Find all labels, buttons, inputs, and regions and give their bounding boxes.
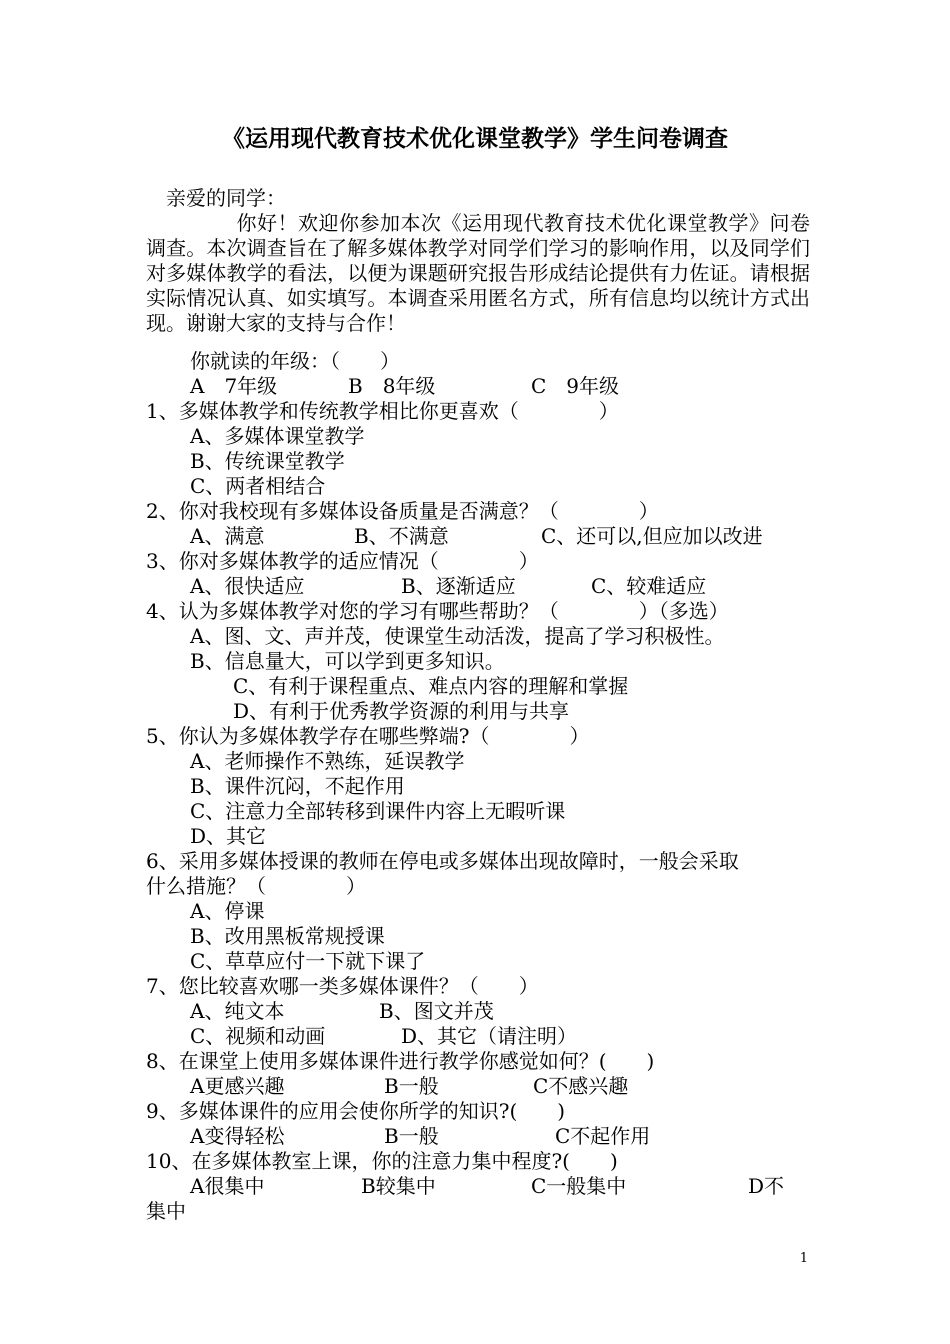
grade-option-c[interactable]: C 9年级 [531, 374, 620, 398]
q6-option-b[interactable]: B、改用黑板常规授课 [190, 924, 385, 948]
q10-option-d-wrap: 集中 [146, 1199, 186, 1223]
q9-option-a[interactable]: A变得轻松 [190, 1124, 285, 1148]
q5-option-c[interactable]: C、注意力全部转移到课件内容上无暇听课 [190, 799, 566, 823]
q4-option-a[interactable]: A、图、文、声并茂，使课堂生动活泼，提高了学习积极性。 [190, 624, 725, 648]
question-10: 10、在多媒体教室上课，你的注意力集中程度?( ) [146, 1149, 618, 1173]
q2-option-a[interactable]: A、满意 [190, 524, 265, 548]
grade-option-a[interactable]: A 7年级 [190, 374, 278, 398]
question-1: 1、多媒体教学和传统教学相比你更喜欢（ ） [146, 399, 619, 423]
q3-option-c[interactable]: C、较难适应 [591, 574, 707, 598]
question-7: 7、您比较喜欢哪一类多媒体课件？（ ） [146, 974, 539, 998]
q5-option-b[interactable]: B、课件沉闷，不起作用 [190, 774, 405, 798]
page-title: 《运用现代教育技术优化课堂教学》学生问卷调查 [222, 125, 728, 152]
q1-option-c[interactable]: C、两者相结合 [190, 474, 326, 498]
q10-option-d[interactable]: D不 [748, 1174, 785, 1198]
q1-option-a[interactable]: A、多媒体课堂教学 [190, 424, 365, 448]
q9-option-b[interactable]: B一般 [384, 1124, 439, 1148]
question-3: 3、你对多媒体教学的适应情况（ ） [146, 549, 539, 573]
greeting: 亲爱的同学： [166, 186, 286, 210]
q5-option-d[interactable]: D、其它 [190, 824, 267, 848]
question-8: 8、在课堂上使用多媒体课件进行教学你感觉如何？( ) [146, 1049, 655, 1073]
q2-option-c[interactable]: C、还可以,但应加以改进 [541, 524, 763, 548]
question-5: 5、你认为多媒体教学存在哪些弊端?（ ） [146, 724, 590, 748]
q7-option-b[interactable]: B、图文并茂 [379, 999, 494, 1023]
q9-option-c[interactable]: C不起作用 [555, 1124, 651, 1148]
q7-option-d[interactable]: D、其它（请注明） [401, 1024, 578, 1048]
q10-option-a[interactable]: A很集中 [190, 1174, 265, 1198]
q8-option-b[interactable]: B一般 [384, 1074, 439, 1098]
q3-option-b[interactable]: B、逐渐适应 [401, 574, 516, 598]
q7-option-a[interactable]: A、纯文本 [190, 999, 285, 1023]
question-9: 9、多媒体课件的应用会使你所学的知识?( ) [146, 1099, 566, 1123]
question-2: 2、你对我校现有多媒体设备质量是否满意？（ ） [146, 499, 659, 523]
page-number: 1 [799, 1251, 808, 1266]
question-6-line-2: 什么措施？（ ） [146, 874, 366, 898]
q6-option-a[interactable]: A、停课 [190, 899, 265, 923]
grade-question: 你就读的年级：（ ） [190, 349, 400, 373]
intro-text: 你好！欢迎你参加本次《运用现代教育技术优化课堂教学》问卷调查。本次调查旨在了解多媒体教学对同学们学习的影响作用，以及同学们对多媒体教学的看法，以便为课题研究报告形成结论提供有力佐证。请根据实际情况认真、如实填写。本调查采用匿名方式，所有信息均以统计方式出现。谢谢大家的支持与合作！ [146, 211, 810, 335]
grade-option-b[interactable]: B 8年级 [348, 374, 436, 398]
q5-option-a[interactable]: A、老师操作不熟练，延误教学 [190, 749, 465, 773]
q10-option-c[interactable]: C一般集中 [531, 1174, 627, 1198]
q6-option-c[interactable]: C、草草应付一下就下课了 [190, 949, 426, 973]
q4-option-c[interactable]: C、有利于课程重点、难点内容的理解和掌握 [233, 674, 629, 698]
intro-paragraph [146, 211, 810, 336]
q8-option-a[interactable]: A更感兴趣 [190, 1074, 285, 1098]
q2-option-b[interactable]: B、不满意 [354, 524, 449, 548]
q1-option-b[interactable]: B、传统课堂教学 [190, 449, 345, 473]
question-6-line-1: 6、采用多媒体授课的教师在停电或多媒体出现故障时，一般会采取 [146, 849, 739, 873]
question-4: 4、认为多媒体教学对您的学习有哪些帮助？（ ）（多选） [146, 599, 729, 623]
q4-option-d[interactable]: D、有利于优秀教学资源的利用与共享 [233, 699, 570, 723]
q10-option-b[interactable]: B较集中 [361, 1174, 436, 1198]
q3-option-a[interactable]: A、很快适应 [190, 574, 305, 598]
q8-option-c[interactable]: C不感兴趣 [533, 1074, 629, 1098]
q4-option-b[interactable]: B、信息量大，可以学到更多知识。 [190, 649, 505, 673]
q7-option-c[interactable]: C、视频和动画 [190, 1024, 326, 1048]
